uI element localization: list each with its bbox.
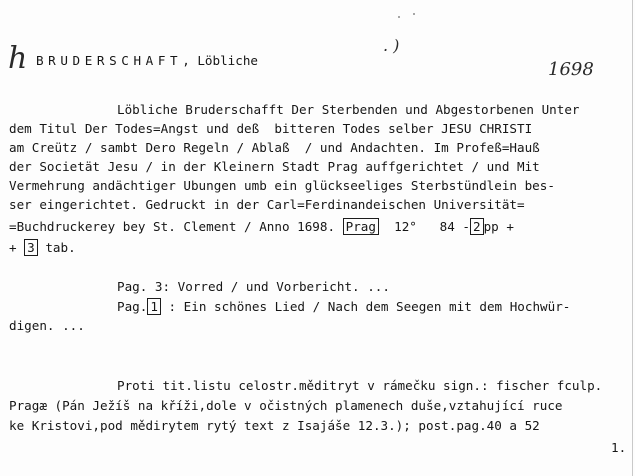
description-line: am Creütz / sambt Dero Regeln / Ablaß / und Andachten. Im Profeß=Hauß bbox=[9, 140, 540, 155]
pages-label: pp + bbox=[483, 219, 514, 234]
heading-title: BRUDERSCHAFT bbox=[36, 53, 183, 68]
pages-text: 84 - bbox=[439, 219, 470, 234]
description-line: Löbliche Bruderschafft Der Sterbenden und Abgestorbenen Unter bbox=[117, 102, 580, 117]
plates-bracket: 3 bbox=[24, 239, 38, 256]
paper-speck bbox=[413, 13, 415, 15]
card-heading bbox=[36, 53, 258, 68]
contents-note: Pag. 1 : Ein schönes Lied / Nach dem Seegen mit dem Hochwür- bbox=[117, 299, 571, 314]
imprint-line bbox=[9, 219, 514, 234]
contents-note: Pag. 3: Vorred / und Vorbericht. ... bbox=[117, 279, 390, 294]
imprint-text: =Buchdruckerey bey St. Clement / Anno 1698. bbox=[9, 219, 343, 234]
description-line: Vermehrung andächtiger Ubungen umb ein glückseeliges Sterbstündlein bes- bbox=[9, 178, 555, 193]
page-bracket: 1 bbox=[147, 298, 161, 315]
contents-note-continuation: digen. ... bbox=[9, 318, 85, 333]
heading-subtitle: , Löbliche bbox=[182, 53, 259, 68]
description-line: der Societät Jesu / in der Kleinern Stadt Prag auffgerichtet / und Mit bbox=[9, 159, 540, 174]
plates-line: + 3 tab. bbox=[9, 240, 76, 255]
plates-label: tab. bbox=[37, 240, 76, 255]
extra-pages-bracket: 2 bbox=[470, 218, 484, 235]
handwritten-initial: h bbox=[8, 41, 28, 76]
illustration-note: Pragæ (Pán Ježíš na kříži,dole v očistných plamenech duše,vztahující ruce bbox=[9, 398, 563, 413]
format-text: 12° bbox=[394, 219, 417, 234]
description-line: dem Titul Der Todes=Angst und deß bitteren Todes selber JESU CHRISTI bbox=[9, 121, 533, 136]
card-edge bbox=[632, 0, 633, 476]
place-bracket: Prag bbox=[343, 218, 379, 235]
illustration-note: Proti tit.listu celostr.měditryt v rámečku sign.: fischer fculp. bbox=[117, 378, 603, 393]
handwritten-marginal-mark: . ) bbox=[383, 36, 400, 55]
illustration-note: ke Kristovi,pod mědirytem rytý text z Isajáše 12.3.); post.pag.40 a 52 bbox=[9, 418, 540, 433]
card-page-number: 1. bbox=[611, 440, 627, 455]
handwritten-year: 1698 bbox=[548, 59, 594, 80]
paper-speck bbox=[398, 16, 400, 18]
description-line: ser eingerichtet. Gedruckt in der Carl=Ferdinandeischen Universität= bbox=[9, 197, 525, 212]
